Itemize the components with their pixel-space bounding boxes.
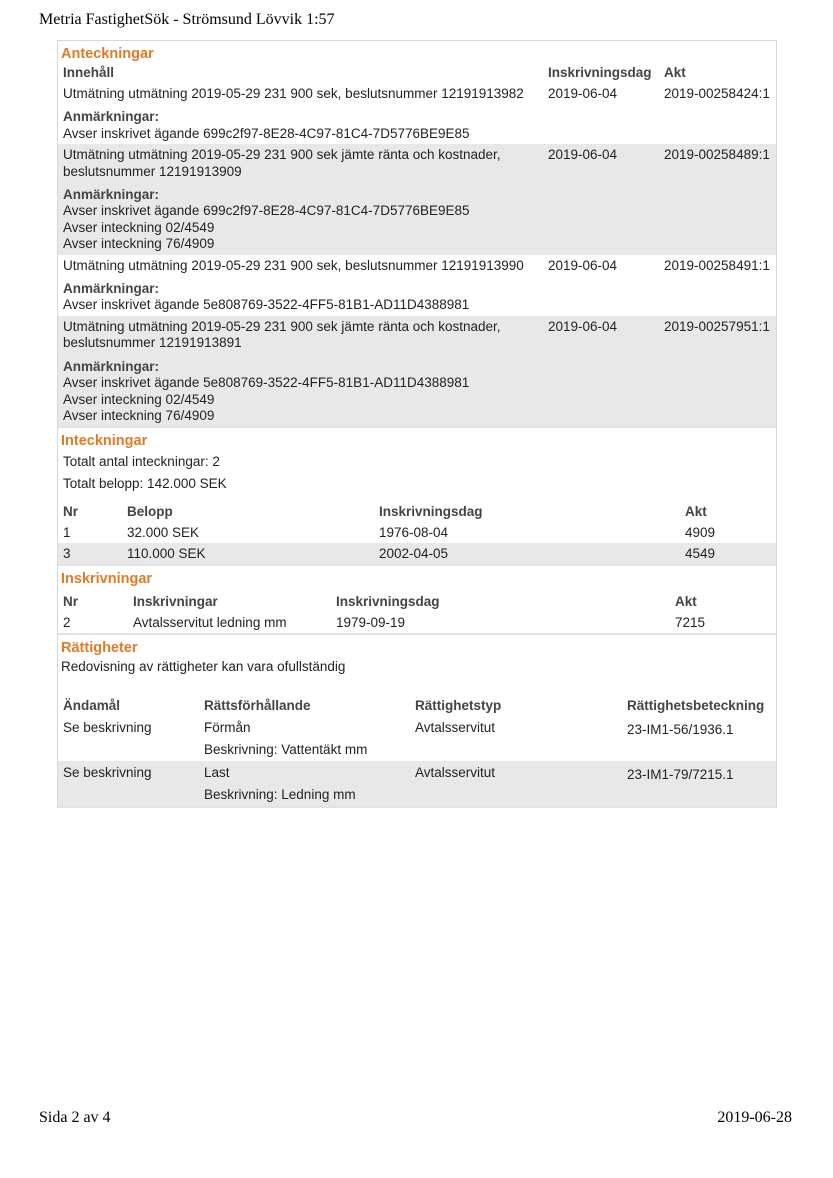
property-report <box>57 40 777 808</box>
column-header-inskrivningsdag: Inskrivningsdag <box>379 504 483 520</box>
entry-date: 2019-06-04 <box>543 316 659 355</box>
rattigheter-table <box>58 682 776 806</box>
table-row <box>58 612 776 633</box>
column-header-nr: Nr <box>63 504 79 520</box>
rattigheter-section <box>58 635 776 808</box>
column-header-inskrivningsdag: Inskrivningsdag <box>548 65 652 80</box>
entry-akt: 2019-00258489:1 <box>659 144 776 183</box>
table-row <box>58 716 776 761</box>
entry-content: Utmätning utmätning 2019-05-29 231 900 sek jämte ränta och kostnader, beslutsnummer 12191913909 <box>58 144 543 183</box>
print-date: 2019-06-28 <box>717 1109 792 1126</box>
remark-line: Avser inskrivet ägande 5e808769-3522-4FF5-81B1-AD11D4388981 <box>63 375 470 391</box>
remarks-label: Anmärkningar: <box>63 187 160 203</box>
entry-akt: 2019-00257951:1 <box>659 316 776 355</box>
cell-belopp: 32.000 SEK <box>127 525 200 541</box>
document-title: Metria FastighetSök - Strömsund Lövvik 1:57 <box>39 11 335 28</box>
inteckningar-table <box>58 494 776 564</box>
entry-akt: 2019-00258491:1 <box>664 257 770 273</box>
beskrivning-text: Beskrivning: Vattentäkt mm <box>204 742 368 758</box>
beskrivning-text: Beskrivning: Ledning mm <box>204 787 356 803</box>
cell-date: 2002-04-05 <box>374 543 680 564</box>
remark-line: Avser inskrivet ägande 5e808769-3522-4FF5-81B1-AD11D4388981 <box>63 297 470 313</box>
inskrivningar-section <box>58 566 776 635</box>
entry-content: Utmätning utmätning 2019-05-29 231 900 sek, beslutsnummer 12191913982 <box>63 86 524 101</box>
remarks-row <box>58 105 776 144</box>
remarks-row <box>58 355 776 427</box>
anteckningar-title: Anteckningar <box>61 46 154 62</box>
cell-akt: 4909 <box>685 525 716 541</box>
entry-content: Utmätning utmätning 2019-05-29 231 900 sek, beslutsnummer 12191913990 <box>63 257 524 273</box>
table-header-row <box>58 682 776 716</box>
cell-rattsforhallande <box>199 761 410 806</box>
cell-akt: 4549 <box>680 543 776 564</box>
inteckningar-title: Inteckningar <box>61 433 148 450</box>
table-header-row <box>58 494 776 522</box>
entry-content: Utmätning utmätning 2019-05-29 231 900 sek jämte ränta och kostnader, beslutsnummer 12191913891 <box>58 316 543 355</box>
cell-rattighetstyp: Avtalsservitut <box>415 720 496 736</box>
entry-date: 2019-06-04 <box>543 144 659 183</box>
total-count: Totalt antal inteckningar: 2 <box>63 454 220 470</box>
cell-date: 1976-08-04 <box>379 525 449 541</box>
column-header-akt: Akt <box>685 504 707 520</box>
rattigheter-title: Rättigheter <box>61 640 138 657</box>
cell-nr: 2 <box>63 615 71 631</box>
cell-belopp: 110.000 SEK <box>122 543 374 564</box>
column-header-inskrivningsdag: Inskrivningsdag <box>336 594 440 610</box>
column-header-innehall: Innehåll <box>63 65 115 80</box>
remarks-label: Anmärkningar: <box>63 358 160 374</box>
forhallande-value: Förmån <box>204 720 251 736</box>
table-header-row <box>58 588 776 612</box>
remark-line: Avser inteckning 76/4909 <box>63 236 215 252</box>
cell-nr: 1 <box>63 525 71 541</box>
cell-rattsforhallande <box>199 716 410 761</box>
remarks-label: Anmärkningar: <box>63 109 160 125</box>
column-header-rattighetsbeteckning: Rättighetsbeteckning <box>627 698 765 714</box>
column-header-andamal: Ändamål <box>63 698 121 714</box>
cell-inskrivning: Avtalsservitut ledning mm <box>133 615 287 631</box>
entry-date: 2019-06-04 <box>548 257 618 273</box>
entry-akt: 2019-00258424:1 <box>664 86 770 101</box>
cell-beteckning: 23-IM1-56/1936.1 <box>627 722 734 738</box>
forhallande-value: Last <box>204 765 230 781</box>
table-row <box>58 761 776 806</box>
cell-rattighetstyp: Avtalsservitut <box>410 761 622 806</box>
column-header-nr: Nr <box>63 594 79 610</box>
column-header-belopp: Belopp <box>127 504 173 520</box>
remark-line: Avser inskrivet ägande 699c2f97-8E28-4C97-81C4-7D5776BE9E85 <box>63 203 470 219</box>
anteckningar-table <box>58 63 776 426</box>
inskrivningar-title: Inskrivningar <box>61 571 153 588</box>
total-amount: Totalt belopp: 142.000 SEK <box>63 476 227 492</box>
cell-andamal: Se beskrivning <box>58 761 199 806</box>
cell-akt: 7215 <box>675 615 706 631</box>
cell-andamal: Se beskrivning <box>63 720 152 736</box>
cell-nr: 3 <box>58 543 122 564</box>
rattigheter-note: Redovisning av rättigheter kan vara ofullständig <box>61 659 346 675</box>
entry-date: 2019-06-04 <box>548 86 618 101</box>
remark-line: Avser inteckning 02/4549 <box>63 391 215 407</box>
remark-line: Avser inskrivet ägande 699c2f97-8E28-4C97-81C4-7D5776BE9E85 <box>63 125 470 141</box>
column-header-akt: Akt <box>664 65 686 80</box>
column-header-akt: Akt <box>675 594 697 610</box>
table-row <box>58 144 776 183</box>
column-header-inskrivningar: Inskrivningar <box>133 594 218 610</box>
column-header-rattsforhallande: Rättsförhållande <box>204 698 311 714</box>
table-row <box>58 255 776 277</box>
remarks-label: Anmärkningar: <box>63 281 160 297</box>
table-row <box>58 543 776 564</box>
inskrivningar-table <box>58 588 776 633</box>
remarks-row <box>58 183 776 255</box>
remarks-row <box>58 277 776 316</box>
column-header-rattighetstyp: Rättighetstyp <box>415 698 502 714</box>
remark-line: Avser inteckning 76/4909 <box>63 407 215 423</box>
table-row <box>58 316 776 355</box>
anteckningar-section <box>58 41 776 428</box>
table-row <box>58 522 776 543</box>
remark-line: Avser inteckning 02/4549 <box>63 219 215 235</box>
cell-beteckning: 23-IM1-79/7215.1 <box>622 761 776 806</box>
inteckningar-section <box>58 428 776 566</box>
cell-date: 1979-09-19 <box>336 615 406 631</box>
page-number: Sida 2 av 4 <box>39 1109 111 1126</box>
table-row <box>58 83 776 105</box>
table-header-row <box>58 63 776 83</box>
